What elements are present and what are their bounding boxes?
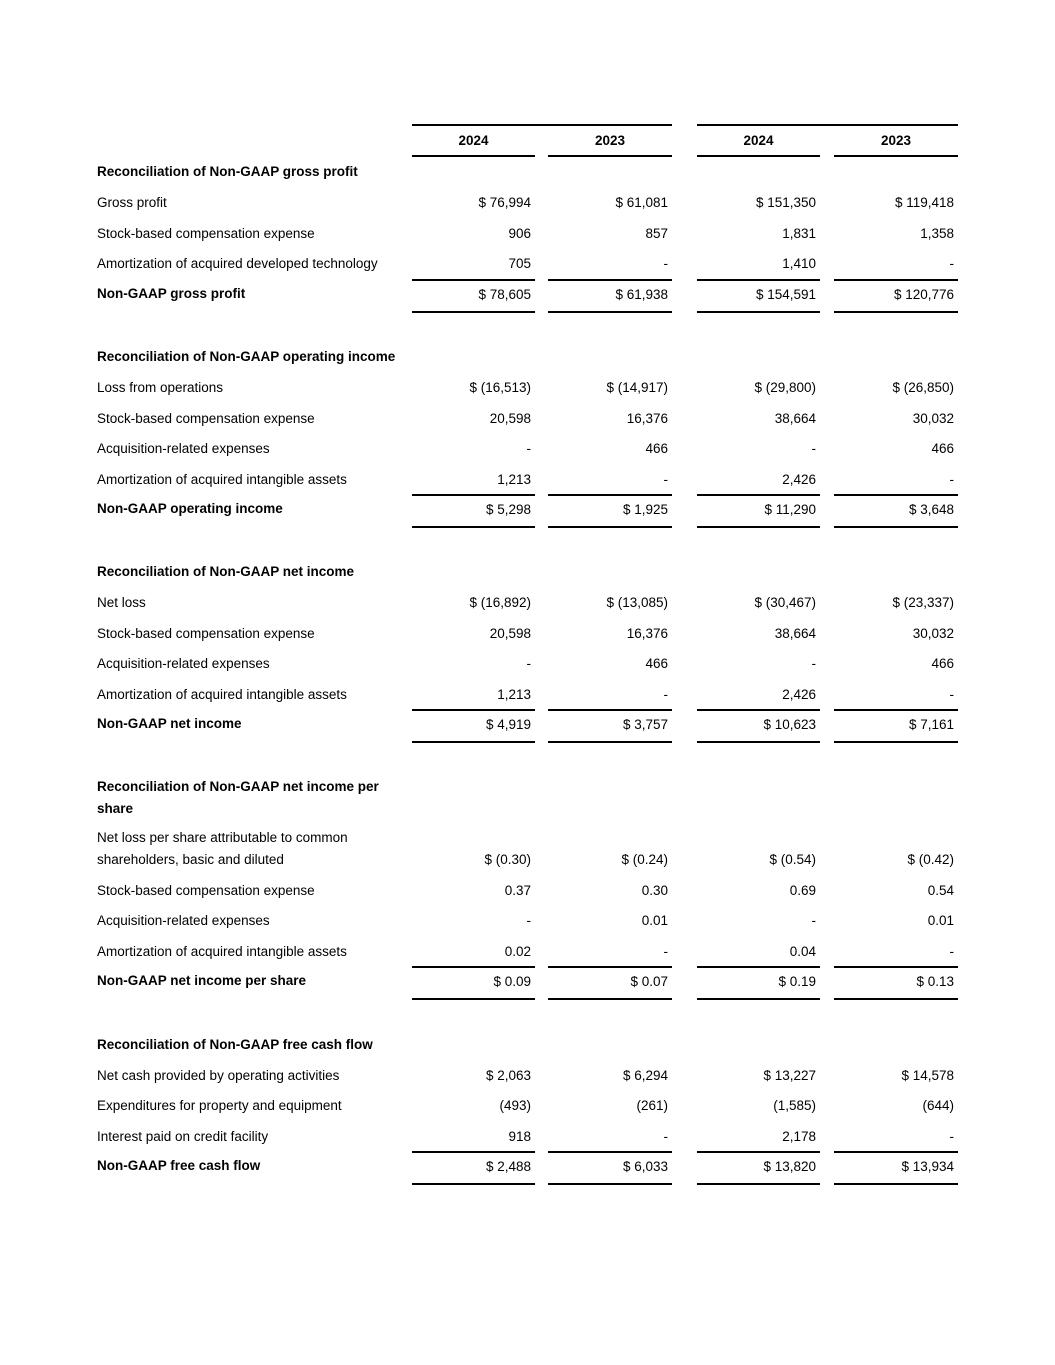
total-value-cell: $ 2,488 bbox=[412, 1151, 535, 1185]
table-row bbox=[0, 653, 1055, 684]
column-header-2023-ytd: 2023 bbox=[834, 126, 958, 157]
value-cell: $ (16,513) bbox=[469, 380, 531, 395]
total-value-cell: $ 154,591 bbox=[697, 279, 820, 313]
value-cell: $ 76,994 bbox=[478, 195, 531, 210]
table-row bbox=[0, 880, 1055, 911]
value-cell: 20,598 bbox=[489, 411, 531, 426]
value-cell: - bbox=[663, 687, 668, 702]
column-header-2023-q: 2023 bbox=[548, 126, 672, 157]
column-header-2024-ytd: 2024 bbox=[697, 126, 820, 157]
value-cell: (644) bbox=[922, 1098, 954, 1113]
value-cell: 906 bbox=[508, 226, 531, 241]
row-label: Amortization of acquired developed technology bbox=[97, 256, 378, 271]
value-cell: - bbox=[949, 944, 954, 959]
total-row bbox=[0, 966, 1055, 997]
value-cell: 0.37 bbox=[504, 883, 531, 898]
value-cell: (261) bbox=[636, 1098, 668, 1113]
value-cell: 705 bbox=[508, 256, 531, 271]
total-row bbox=[0, 709, 1055, 740]
value-cell: 20,598 bbox=[489, 626, 531, 641]
value-cell: 38,664 bbox=[774, 411, 816, 426]
row-label: Stock-based compensation expense bbox=[97, 226, 315, 241]
value-cell: 2,178 bbox=[782, 1129, 816, 1144]
value-cell: 1,410 bbox=[782, 256, 816, 271]
row-label: Interest paid on credit facility bbox=[97, 1129, 269, 1144]
section-title: Reconciliation of Non-GAAP gross profit bbox=[97, 164, 358, 179]
total-value-cell: $ 120,776 bbox=[834, 279, 958, 313]
total-row bbox=[0, 494, 1055, 525]
value-cell: - bbox=[663, 472, 668, 487]
table-row bbox=[0, 1095, 1055, 1126]
row-label: Net cash provided by operating activities bbox=[97, 1068, 340, 1083]
row-label: Stock-based compensation expense bbox=[97, 626, 315, 641]
value-cell: $ 151,350 bbox=[755, 195, 816, 210]
value-cell: (1,585) bbox=[773, 1098, 816, 1113]
total-value-cell: $ 7,161 bbox=[834, 709, 958, 743]
section-title-line-1: Reconciliation of Non-GAAP net income per bbox=[97, 779, 379, 794]
value-cell: $ (0.24) bbox=[621, 852, 668, 867]
value-cell: - bbox=[949, 256, 954, 271]
row-label: Amortization of acquired intangible assets bbox=[97, 944, 347, 959]
value-cell: $ (13,085) bbox=[606, 595, 668, 610]
column-header-2024-q: 2024 bbox=[412, 126, 535, 157]
section-title: Reconciliation of Non-GAAP net income bbox=[97, 564, 355, 579]
value-cell: 30,032 bbox=[912, 411, 954, 426]
value-cell: - bbox=[811, 441, 816, 456]
row-label: Stock-based compensation expense bbox=[97, 883, 315, 898]
value-cell: 2,426 bbox=[782, 687, 816, 702]
value-cell: 0.30 bbox=[641, 883, 668, 898]
value-cell: 1,213 bbox=[497, 687, 531, 702]
total-label: Non-GAAP net income bbox=[97, 716, 242, 731]
value-cell: 16,376 bbox=[626, 411, 668, 426]
value-cell: 466 bbox=[645, 441, 668, 456]
total-value-cell: $ 10,623 bbox=[697, 709, 820, 743]
value-cell: - bbox=[526, 441, 531, 456]
table-row bbox=[0, 377, 1055, 408]
value-cell: 1,213 bbox=[497, 472, 531, 487]
row-label-line-1: Net loss per share attributable to common bbox=[97, 830, 348, 845]
value-cell: $ (16,892) bbox=[469, 595, 531, 610]
row-label: Acquisition-related expenses bbox=[97, 913, 270, 928]
total-value-cell: $ 13,934 bbox=[834, 1151, 958, 1185]
value-cell: (493) bbox=[499, 1098, 531, 1113]
value-cell: $ 2,063 bbox=[485, 1068, 531, 1083]
value-cell: $ 61,081 bbox=[615, 195, 668, 210]
row-label: Acquisition-related expenses bbox=[97, 656, 270, 671]
total-value-cell: $ 11,290 bbox=[697, 494, 820, 528]
row-label-line-2: shareholders, basic and diluted bbox=[97, 852, 284, 867]
value-cell: 38,664 bbox=[774, 626, 816, 641]
total-label: Non-GAAP operating income bbox=[97, 501, 283, 516]
value-cell: 466 bbox=[931, 656, 954, 671]
value-cell: $ (0.54) bbox=[769, 852, 816, 867]
total-value-cell: $ 0.13 bbox=[834, 966, 958, 1000]
value-cell: - bbox=[526, 656, 531, 671]
value-cell: 466 bbox=[645, 656, 668, 671]
value-cell: 918 bbox=[508, 1129, 531, 1144]
value-cell: $ (14,917) bbox=[606, 380, 668, 395]
total-value-cell: $ 6,033 bbox=[548, 1151, 672, 1185]
total-value-cell: $ 3,648 bbox=[834, 494, 958, 528]
value-cell: $ (30,467) bbox=[754, 595, 816, 610]
value-cell: 0.54 bbox=[927, 883, 954, 898]
row-label: Amortization of acquired intangible assets bbox=[97, 687, 347, 702]
value-cell: $ 14,578 bbox=[901, 1068, 954, 1083]
row-label: Acquisition-related expenses bbox=[97, 441, 270, 456]
table-row bbox=[0, 408, 1055, 439]
table-row bbox=[0, 438, 1055, 469]
value-cell: 0.02 bbox=[504, 944, 531, 959]
total-value-cell: $ 1,925 bbox=[548, 494, 672, 528]
total-value-cell: $ 78,605 bbox=[412, 279, 535, 313]
value-cell: 466 bbox=[931, 441, 954, 456]
value-cell: - bbox=[949, 472, 954, 487]
row-label: Stock-based compensation expense bbox=[97, 411, 315, 426]
value-cell: $ (0.30) bbox=[484, 852, 531, 867]
total-value-cell: $ 13,820 bbox=[697, 1151, 820, 1185]
total-value-cell: $ 5,298 bbox=[412, 494, 535, 528]
value-cell: - bbox=[811, 656, 816, 671]
total-label: Non-GAAP net income per share bbox=[97, 973, 307, 988]
section-title-line-2: share bbox=[97, 801, 134, 816]
total-value-cell: $ 4,919 bbox=[412, 709, 535, 743]
value-cell: 1,358 bbox=[920, 226, 954, 241]
value-cell: - bbox=[663, 1129, 668, 1144]
total-label: Non-GAAP gross profit bbox=[97, 286, 246, 301]
section-title: Reconciliation of Non-GAAP free cash flow bbox=[97, 1037, 373, 1052]
total-value-cell: $ 61,938 bbox=[548, 279, 672, 313]
value-cell: $ (0.42) bbox=[907, 852, 954, 867]
row-label: Net loss bbox=[97, 595, 146, 610]
value-cell: $ (29,800) bbox=[754, 380, 816, 395]
value-cell: $ 6,294 bbox=[622, 1068, 668, 1083]
value-cell: $ (23,337) bbox=[892, 595, 954, 610]
total-value-cell: $ 0.09 bbox=[412, 966, 535, 1000]
value-cell: - bbox=[526, 913, 531, 928]
value-cell: $ 13,227 bbox=[763, 1068, 816, 1083]
value-cell: 0.04 bbox=[789, 944, 816, 959]
table-row bbox=[0, 910, 1055, 941]
section-title: Reconciliation of Non-GAAP operating income bbox=[97, 349, 396, 364]
total-value-cell: $ 0.19 bbox=[697, 966, 820, 1000]
table-row bbox=[0, 849, 1055, 880]
value-cell: - bbox=[949, 687, 954, 702]
row-label: Gross profit bbox=[97, 195, 167, 210]
value-cell: 1,831 bbox=[782, 226, 816, 241]
value-cell: 2,426 bbox=[782, 472, 816, 487]
row-label: Amortization of acquired intangible assets bbox=[97, 472, 347, 487]
table-row bbox=[0, 223, 1055, 254]
value-cell: 0.69 bbox=[789, 883, 816, 898]
value-cell: - bbox=[811, 913, 816, 928]
total-value-cell: $ 3,757 bbox=[548, 709, 672, 743]
table-row bbox=[0, 1065, 1055, 1096]
value-cell: - bbox=[663, 256, 668, 271]
total-row bbox=[0, 1151, 1055, 1182]
value-cell: 0.01 bbox=[927, 913, 954, 928]
table-row bbox=[0, 623, 1055, 654]
row-label: Loss from operations bbox=[97, 380, 224, 395]
table-row bbox=[0, 592, 1055, 623]
value-cell: $ 119,418 bbox=[894, 195, 954, 210]
value-cell: - bbox=[663, 944, 668, 959]
value-cell: 0.01 bbox=[641, 913, 668, 928]
total-row bbox=[0, 279, 1055, 310]
table-row bbox=[0, 192, 1055, 223]
total-label: Non-GAAP free cash flow bbox=[97, 1158, 261, 1173]
value-cell: 30,032 bbox=[912, 626, 954, 641]
value-cell: - bbox=[949, 1129, 954, 1144]
value-cell: 857 bbox=[645, 226, 668, 241]
row-label: Expenditures for property and equipment bbox=[97, 1098, 342, 1113]
value-cell: 16,376 bbox=[626, 626, 668, 641]
total-value-cell: $ 0.07 bbox=[548, 966, 672, 1000]
value-cell: $ (26,850) bbox=[892, 380, 954, 395]
